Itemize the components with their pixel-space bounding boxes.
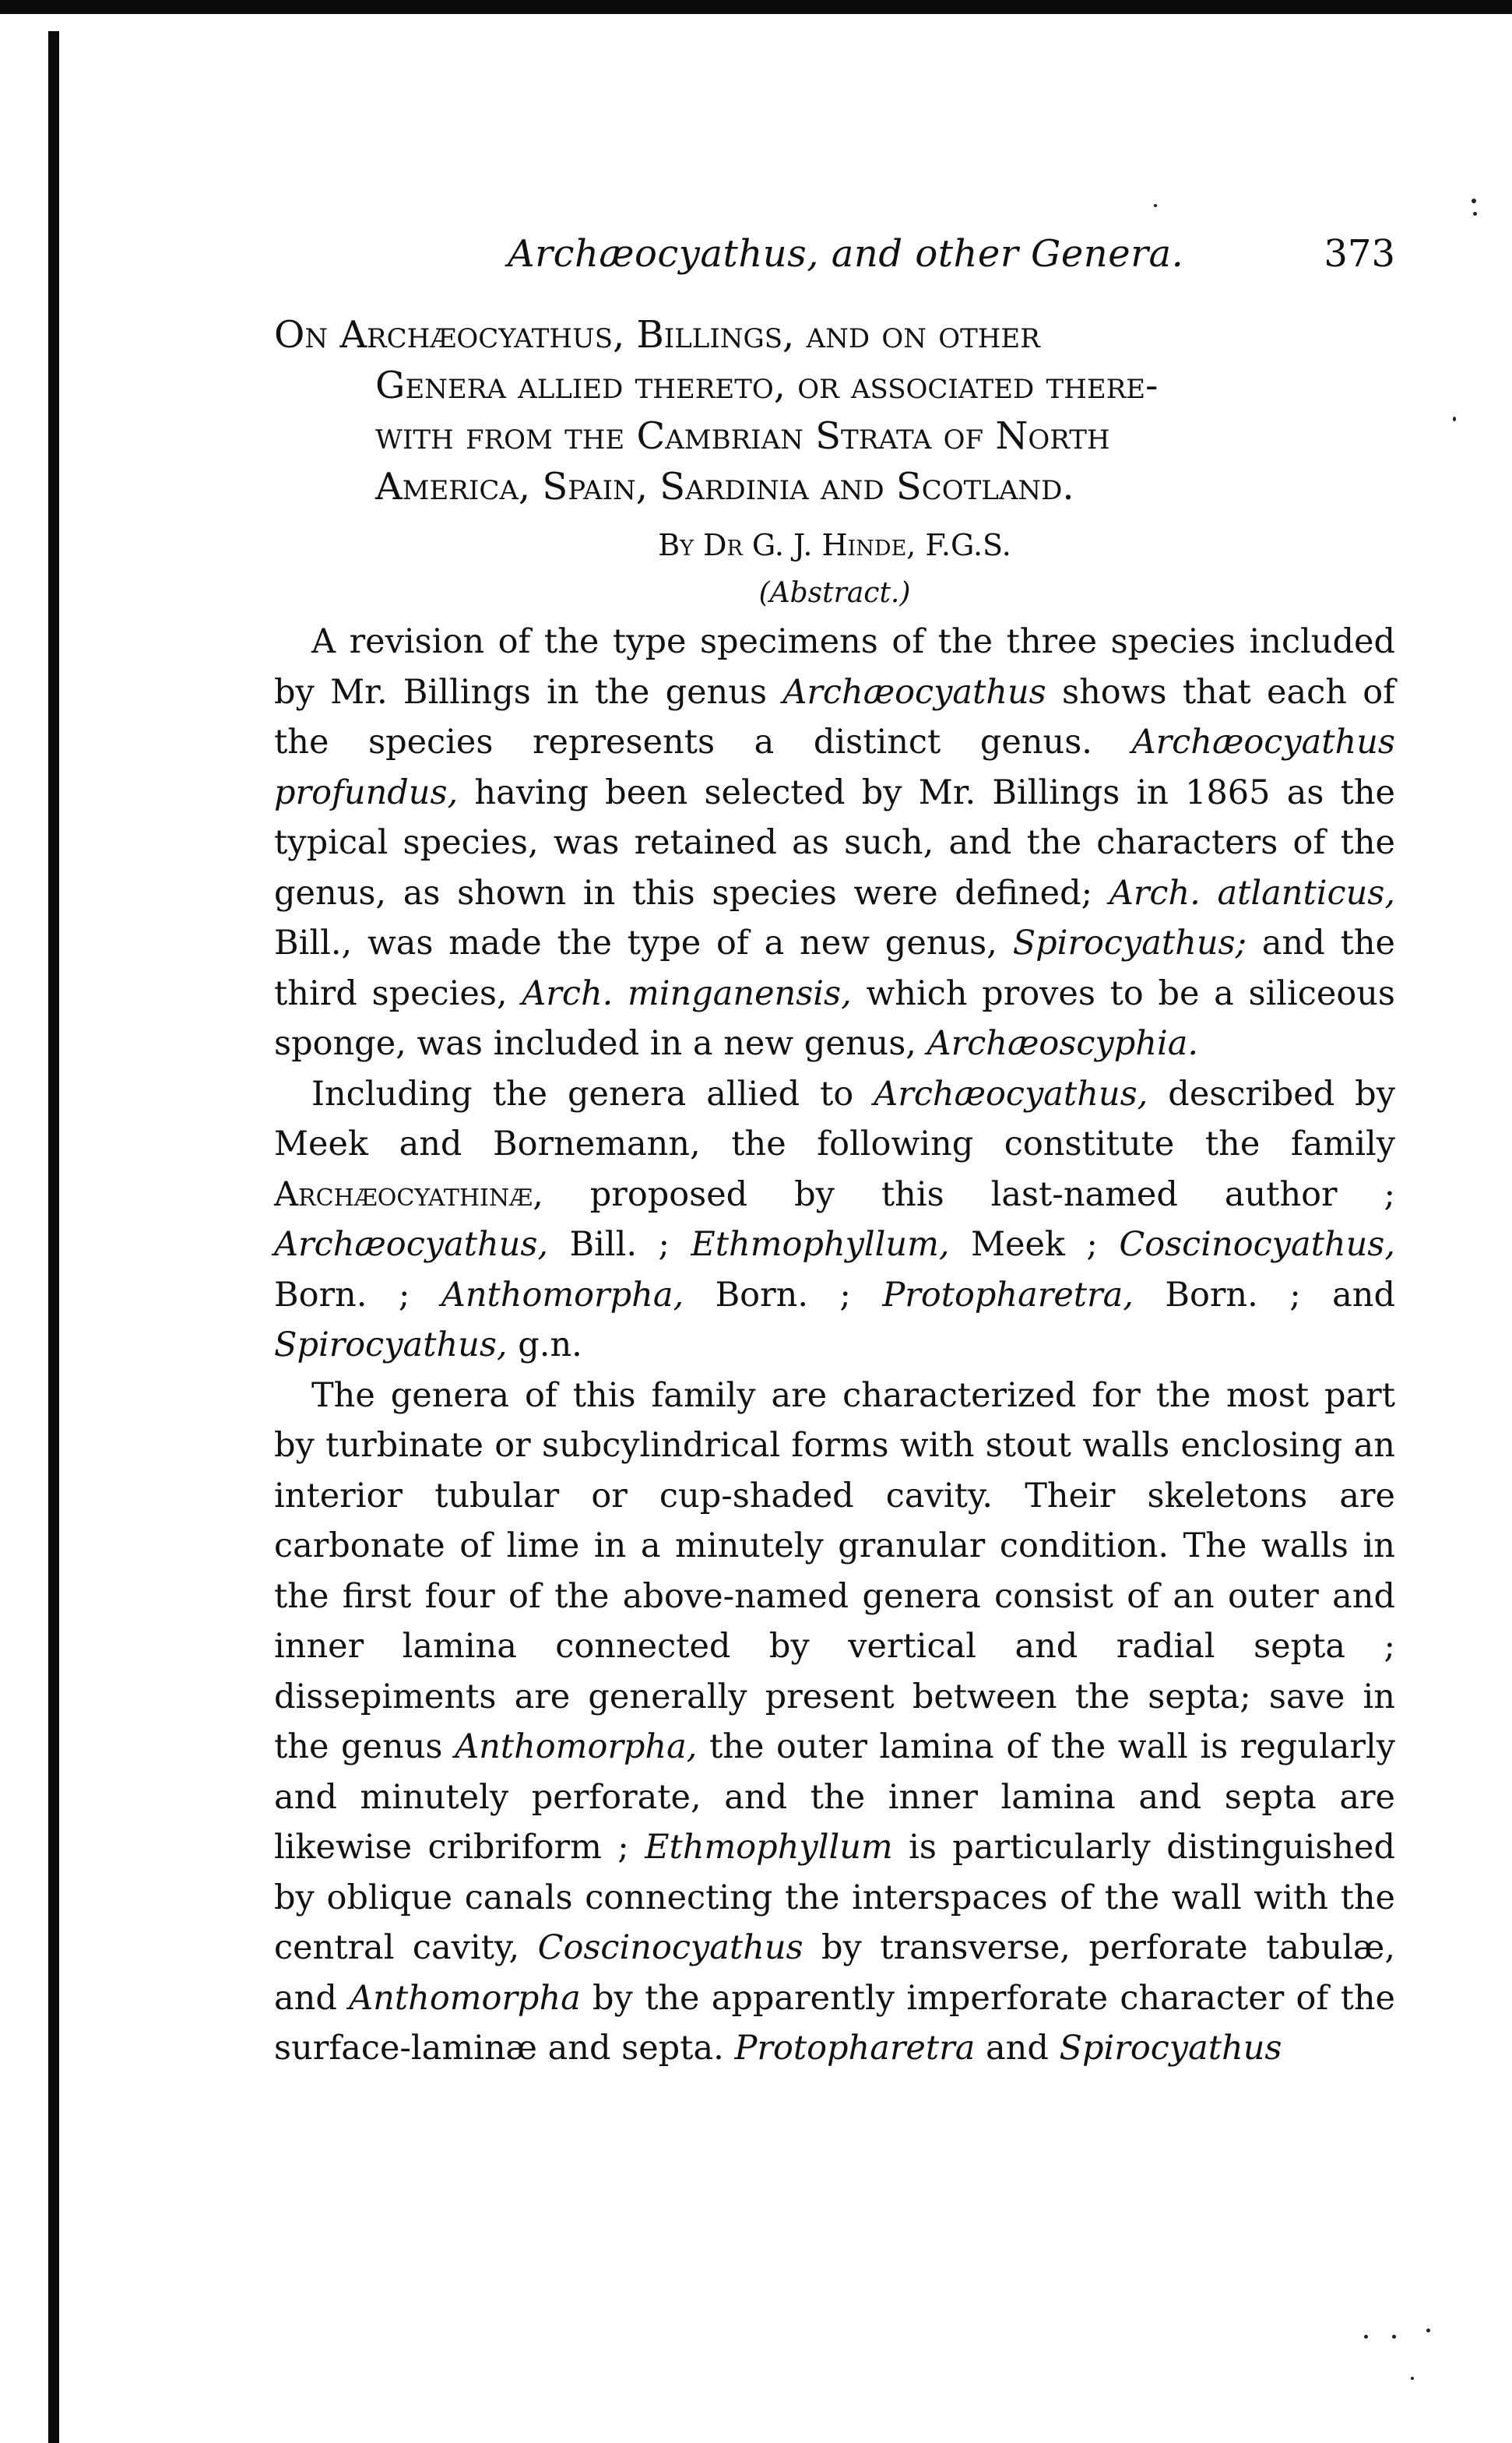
text-run: A revision of the type specimens of the three species included by Mr. Billings in the genus [274, 622, 1395, 712]
species-name: Arch. minganensis, [522, 973, 852, 1013]
scan-speck [1473, 212, 1477, 216]
species-name: Archæocyathus profundus, [274, 723, 1395, 812]
genus-name: Anthomorpha, [441, 1275, 684, 1315]
scan-speck [1392, 2335, 1396, 2339]
text-run: Born. ; [684, 1275, 883, 1315]
page-number: 373 [1324, 232, 1395, 276]
genus-name: Archæocyathus [782, 672, 1046, 712]
genus-name: Spirocyathus, [274, 1325, 508, 1364]
text-run: Bill. ; [548, 1225, 691, 1264]
genus-name: Archæocyathus, [874, 1074, 1148, 1114]
scan-speck [1154, 204, 1157, 207]
genus-name: Anthomorpha [349, 1978, 581, 2018]
genus-name: Spirocyathus [1059, 2029, 1282, 2068]
genus-name: Coscinocyathus [537, 1928, 803, 1967]
abstract-label: (Abstract.) [758, 577, 911, 609]
text-run: is particularly distinguished by oblique canals connecting the interspaces of the wall with the central cavity, [274, 1828, 1395, 1967]
title-line: with from the Cambrian Strata of North [375, 414, 1110, 458]
text-run: The genera of this family are characterized for the most part by turbinate or subcylindrical forms with stout walls enclosing an interior tubular or cup-shaded cavity. Their skeletons are carbonate of lime in a minutely granular condition. The walls in the first four of the above-named genera consist of an outer and inner lamina connected by vertical and radial septa ; dissepiments are generally present between the septa; save in the genus [274, 1375, 1395, 1766]
title-line: On Archæocyathus, Billings, and on other [274, 313, 1040, 357]
genus-name: Spirocyathus; [1012, 924, 1247, 963]
genus-name: Ethmophyllum [645, 1828, 893, 1867]
scan-left-border [48, 31, 59, 2443]
text-run: having been selected by Mr. Billings in 1865 as the typical species, was retained as such, and the characters of the genus, as shown in this species were defined; [274, 773, 1395, 913]
paragraph-family [274, 1069, 1395, 1371]
genus-name: Anthomorpha, [455, 1727, 698, 1766]
text-run: which proves to be a siliceous sponge, was included in a new genus, [274, 973, 1395, 1063]
scan-speck [1426, 2329, 1430, 2332]
paragraph-revision [274, 617, 1395, 1069]
genus-name: Archæocyathus, [274, 1225, 549, 1264]
family-name: Archæocyathinæ, [274, 1174, 543, 1214]
text-run: shows that each of the species represents a distinct genus. [274, 672, 1395, 762]
genus-name: Protopharetra, [882, 1275, 1134, 1315]
text-run: Including the genera allied to [311, 1074, 874, 1114]
page-header [274, 226, 1395, 288]
genus-name: Archæoscyphia. [927, 1024, 1199, 1063]
title-line: America, Spain, Sardinia and Scotland. [375, 465, 1074, 509]
scan-speck [1411, 2377, 1414, 2380]
text-run: Meek ; [949, 1225, 1120, 1264]
article-title [274, 310, 1395, 512]
text-run: proposed by this last-named author ; [543, 1174, 1395, 1214]
document-page [274, 226, 1395, 2074]
scan-top-border [0, 0, 1512, 14]
scan-speck [1472, 199, 1476, 203]
scan-speck [1453, 417, 1456, 421]
text-run: Born. ; and [1133, 1275, 1395, 1315]
species-name: Arch. atlanticus, [1109, 873, 1396, 913]
title-line: Genera allied thereto, or associated there- [375, 364, 1159, 407]
text-run: by transverse, perforate tabulæ, and [274, 1928, 1395, 2018]
text-run: described by Meek and Bornemann, the following constitute the family [274, 1074, 1395, 1163]
author-byline: By Dr G. J. Hinde, F.G.S. [658, 528, 1011, 562]
text-run: Born. ; [274, 1275, 441, 1315]
text-run: the outer lamina of the wall is regularly and minutely perforate, and the inner lamina and septa are likewise cribriform ; [274, 1727, 1395, 1867]
text-run: and [975, 2029, 1060, 2068]
genus-name: Ethmophyllum, [691, 1225, 950, 1264]
running-head: Archæocyathus, and other Genera. [508, 232, 1184, 276]
text-run: g.n. [507, 1325, 582, 1364]
genus-name: Coscinocyathus, [1119, 1225, 1395, 1264]
text-run: Bill., was made the type of a new genus, [274, 924, 1013, 963]
genus-name: Protopharetra [734, 2029, 976, 2068]
scan-speck [1364, 2335, 1368, 2339]
text-run: and the third species, [274, 924, 1395, 1013]
text-run: by the apparently imperforate character of the surface-laminæ and septa. [274, 1978, 1395, 2068]
paragraph-characters [274, 1371, 1395, 2074]
